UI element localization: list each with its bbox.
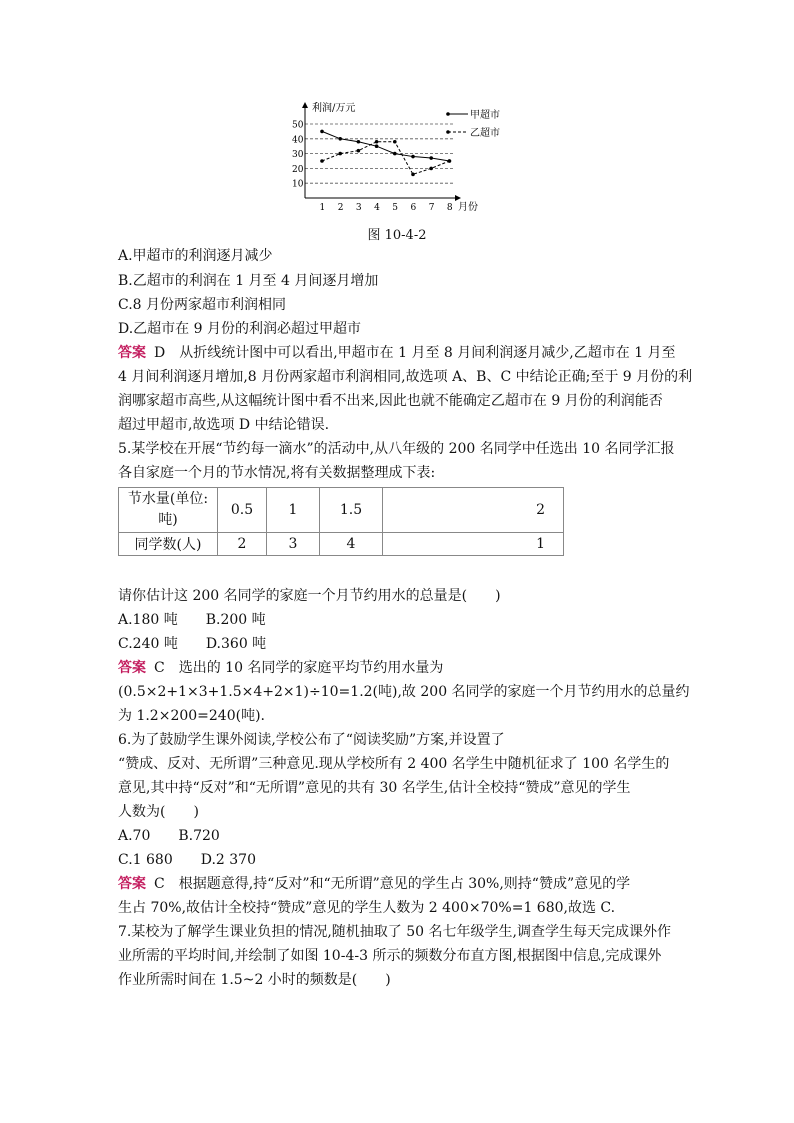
data-point xyxy=(338,152,342,156)
chart-axes xyxy=(302,102,461,201)
x-tick-label: 3 xyxy=(355,203,362,213)
q5-stem-line-2: 各自家庭一个月的节水情况,将有关数据整理成下表: xyxy=(118,465,436,481)
x-tick-label: 5 xyxy=(392,203,399,213)
q5-options-line-1: A.180 吨 B.200 吨 xyxy=(118,612,266,628)
q4-option-a: A.甲超市的利润逐月减少 xyxy=(118,248,273,264)
chart-static-layer xyxy=(312,101,478,213)
q6-options-line-1: A.70 B.720 xyxy=(118,828,220,844)
chart-grid xyxy=(305,124,455,183)
y-tick-label: 20 xyxy=(292,164,304,175)
y-axis-arrow xyxy=(302,102,308,108)
q5-options-line-2: C.240 吨 D.360 吨 xyxy=(118,636,267,652)
x-axis-label: 月份 xyxy=(458,202,478,213)
x-tick-label: 8 xyxy=(446,203,453,213)
data-point xyxy=(429,167,433,171)
chart-ticks xyxy=(292,121,453,214)
data-point xyxy=(375,140,379,144)
table-cell: 4 xyxy=(320,533,383,556)
legend-marker-yi xyxy=(446,130,450,134)
table-header-cell: 同学数(人) xyxy=(119,533,218,556)
y-tick-label: 50 xyxy=(292,120,304,131)
table-cell: 0.5 xyxy=(218,488,267,533)
q6-options-line-2: C.1 680 D.2 370 xyxy=(118,852,256,868)
table-cell: 1 xyxy=(383,533,564,556)
table-header-cell xyxy=(119,488,218,533)
table-cell: 3 xyxy=(267,533,320,556)
q4-answer-line-3: 润哪家超市高些,从这幅统计图中看不出来,因此也就不能确定乙超市在 9 月份的利润能否 xyxy=(118,393,663,409)
data-point xyxy=(338,137,342,141)
y-tick-label: 30 xyxy=(292,150,304,161)
x-tick-label: 4 xyxy=(374,203,380,213)
q5-answer-line-1 xyxy=(118,658,443,678)
answer-tag: 答案 xyxy=(118,876,146,892)
q5-answer-line-2: (0.5×2+1×3+1.5×4+2×1)÷10=1.2(吨),故 200 名同学的家庭一个月节约用水的总量约 xyxy=(118,684,690,700)
q7-stem-line-2: 业所需的平均时间,并绘制了如图 10-4-3 所示的频数分布直方图,根据图中信息,完成课外 xyxy=(118,948,662,964)
table-cell: 1 xyxy=(267,488,320,533)
y-tick-label: 40 xyxy=(292,135,304,146)
q6-answer-line-2: 生占 70%,故估计全校持“赞成”意见的学生人数为 2 400×70%=1 680,故选 C. xyxy=(118,900,616,916)
data-point xyxy=(357,149,361,153)
table-header-line-1: 节水量(单位: xyxy=(127,491,209,507)
table-row xyxy=(119,488,564,533)
x-axis-arrow xyxy=(455,195,461,201)
table-header-line-2: 吨) xyxy=(158,512,178,528)
data-point xyxy=(411,173,415,177)
q4-option-c: C.8 月份两家超市利润相同 xyxy=(118,297,287,313)
table-row xyxy=(119,533,564,556)
q4-option-b: B.乙超市的利润在 1 月至 4 月间逐月增加 xyxy=(118,273,379,289)
table-cell: 1.5 xyxy=(320,488,383,533)
x-tick-label: 1 xyxy=(319,203,326,213)
q5-question: 请你估计这 200 名同学的家庭一个月节约用水的总量是( ) xyxy=(118,588,501,604)
chart-series xyxy=(320,130,451,177)
data-point xyxy=(357,140,361,144)
data-point xyxy=(393,152,397,156)
data-point xyxy=(320,130,324,134)
data-point xyxy=(448,159,452,163)
q7-stem-line-3: 作业所需时间在 1.5~2 小时的频数是( ) xyxy=(118,972,391,988)
q4-answer-text-1: D 从折线统计图中可以看出,甲超市在 1 月至 8 月间利润逐月减少,乙超市在 1 月至 xyxy=(154,345,676,361)
answer-tag: 答案 xyxy=(118,345,146,361)
x-tick-label: 7 xyxy=(428,203,435,213)
legend-label-yi: 乙超市 xyxy=(470,128,500,139)
data-point xyxy=(411,155,415,159)
q4-answer-line-4: 超过甲超市,故选项 D 中结论错误. xyxy=(118,417,330,433)
water-saving-table xyxy=(118,487,564,556)
y-tick-label: 10 xyxy=(292,179,304,190)
y-axis-label: 利润/万元 xyxy=(312,103,356,114)
legend-marker-jia xyxy=(446,112,450,116)
figure-caption: 图 10-4-2 xyxy=(367,228,427,243)
q6-answer-line-1 xyxy=(118,874,630,894)
answer-tag: 答案 xyxy=(118,660,146,676)
data-point xyxy=(429,156,433,160)
q6-stem-line-1: 6.为了鼓励学生课外阅读,学校公布了“阅读奖励”方案,并设置了 xyxy=(118,732,505,748)
chart-legend xyxy=(446,108,500,139)
q6-stem-line-4: 人数为( ) xyxy=(118,804,199,820)
x-tick-label: 6 xyxy=(410,203,417,213)
q6-stem-line-2: “赞成、反对、无所谓”三种意见.现从学校所有 2 400 名学生中随机征求了 100 名学生的 xyxy=(118,756,670,772)
q5-stem-line-1: 5.某学校在开展“节约每一滴水”的活动中,从八年级的 200 名同学中任选出 10 名同学汇报 xyxy=(118,441,675,457)
q4-answer-line-1 xyxy=(118,343,676,363)
q4-answer-line-2: 4 月间利润逐月增加,8 月份两家超市利润相同,故选项 A、B、C 中结论正确;至于 9 月份的利 xyxy=(118,369,693,385)
q6-stem-line-3: 意见,其中持“反对”和“无所谓”意见的共有 30 名学生,估计全校持“赞成”意见的学生 xyxy=(118,780,631,796)
data-point xyxy=(375,144,379,148)
data-point xyxy=(320,159,324,163)
q4-option-d: D.乙超市在 9 月份的利润必超过甲超市 xyxy=(118,321,361,337)
q6-answer-text-1: C 根据题意得,持“反对”和“无所谓”意见的学生占 30%,则持“赞成”意见的学 xyxy=(154,876,631,892)
legend-label-jia: 甲超市 xyxy=(470,110,500,121)
q7-stem-line-1: 7.某校为了解学生课业负担的情况,随机抽取了 50 名七年级学生,调查学生每天完成课外作 xyxy=(118,924,671,940)
q5-answer-line-3: 为 1.2×200=240(吨). xyxy=(118,708,265,724)
q5-answer-text-1: C 选出的 10 名同学的家庭平均节约用水量为 xyxy=(154,660,444,676)
x-tick-label: 2 xyxy=(337,203,344,213)
data-point xyxy=(393,140,397,144)
table-cell: 2 xyxy=(383,488,564,533)
profit-line-chart xyxy=(0,0,794,225)
table-cell: 2 xyxy=(218,533,267,556)
